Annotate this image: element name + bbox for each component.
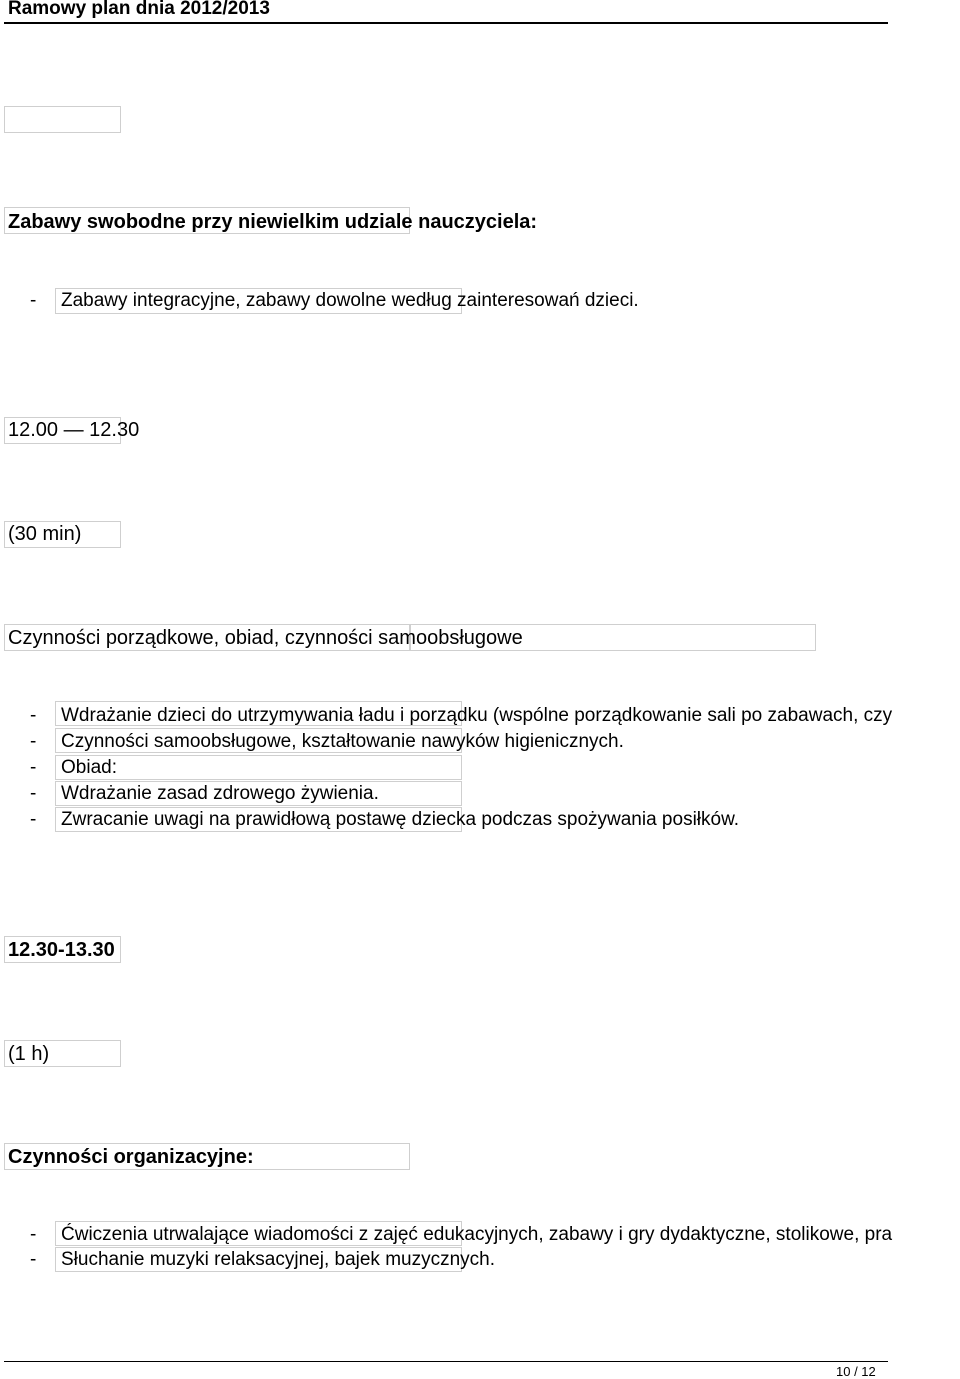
bullet-dash: - — [30, 705, 37, 726]
section1-heading: Zabawy swobodne przy niewielkim udziale nauczyciela: — [8, 211, 538, 233]
list-item: Słuchanie muzyki relaksacyjnej, bajek muzycznych. — [61, 1249, 496, 1270]
bullet-dash: - — [30, 1249, 37, 1270]
duration: (30 min) — [8, 523, 82, 545]
bullet-dash: - — [30, 757, 37, 778]
list-item: Czynności samoobsługowe, kształtowanie nawyków higienicznych. — [61, 731, 624, 752]
bullet-dash: - — [30, 731, 37, 752]
time-range: 12.00 — 12.30 — [8, 419, 140, 441]
bullet-dash: - — [30, 290, 37, 311]
list-item: Wdrażanie dzieci do utrzymywania ładu i porządku (wspólne porządkowanie sali po zabawach, czy — [61, 705, 893, 726]
page-number: 10 / 12 — [836, 1364, 876, 1379]
footer-divider — [4, 1361, 888, 1362]
list-item: Obiad: — [61, 757, 117, 778]
empty-field-box — [4, 106, 121, 133]
section2-heading: Czynności porządkowe, obiad, czynności samoobsługowe — [8, 627, 523, 649]
header-divider — [4, 22, 888, 24]
bullet-dash: - — [30, 1224, 37, 1245]
bullet-dash: - — [30, 809, 37, 830]
list-item: Zabawy integracyjne, zabawy dowolne według zainteresowań dzieci. — [61, 290, 639, 311]
list-item: Ćwiczenia utrwalające wiadomości z zajęć edukacyjnych, zabawy i gry dydaktyczne, stolikowe, pra — [61, 1224, 893, 1245]
bullet-dash: - — [30, 783, 37, 804]
duration: (1 h) — [8, 1043, 50, 1065]
section3-heading: Czynności organizacyjne: — [8, 1146, 254, 1168]
document-title: Ramowy plan dnia 2012/2013 — [8, 0, 270, 19]
list-item: Zwracanie uwagi na prawidłową postawę dziecka podczas spożywania posiłków. — [61, 809, 740, 830]
list-item: Wdrażanie zasad zdrowego żywienia. — [61, 783, 379, 804]
time-range: 12.30-13.30 — [8, 939, 115, 961]
